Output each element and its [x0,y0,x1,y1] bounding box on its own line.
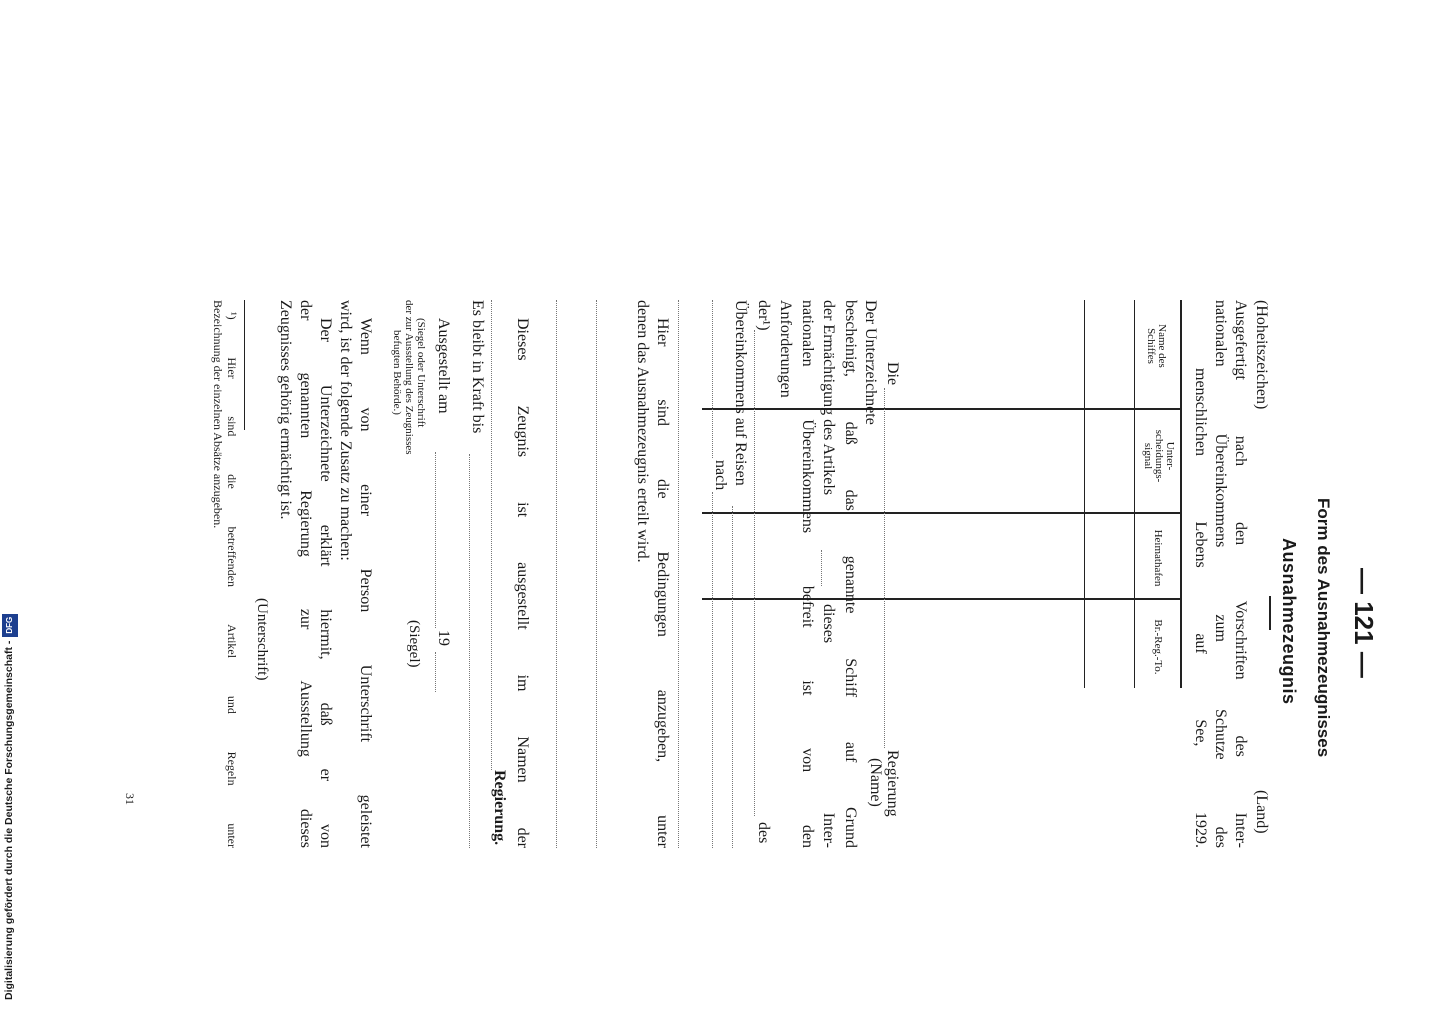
year-fill-line [435,652,436,692]
die-fill-line [884,388,885,748]
regierung-label: Regierung [884,750,901,817]
reisen-label: Übereinkommens auf Reisen [732,300,749,486]
para1-line-3: nationalen Übereinkommens befreit ist von den [799,300,816,848]
table-header-name: Name des Schiffes [1145,324,1168,368]
document-title: Ausnahmezeugnis [1279,538,1299,705]
siegel-oder-line-1: (Siegel oder Unterschrift [415,318,427,428]
wenn-line-2: wird, ist der folgende Zusatz zu machen: [337,300,354,561]
unterz-line-1: Der Unterzeichnete erklärt hiermit, daß er von [317,318,334,848]
margin-page-number: 31 [123,793,137,805]
intro-line-3: menschlichen Lebens auf See, 1929. [1192,368,1209,848]
issued-line: Dieses Zeugnis ist ausgestellt im Namen der [514,318,531,848]
title-rule [1269,596,1271,630]
land-label: (Land) [1253,790,1270,834]
intro-line-1: Ausgefertigt nach den Vorschriften des Inter- [1232,300,1249,848]
intro-line-2: nationalen Übereinkommens zum Schutze des [1212,300,1229,848]
table-header-rule [1134,300,1135,688]
nach-label: nach [712,460,729,491]
table-header-signal: Unter-scheidungs-signal [1142,429,1176,483]
nach-fill-line [712,492,713,848]
siegel-label: (Siegel) [406,620,422,668]
des-label: des [755,822,772,844]
table-col-sep-2 [702,512,1182,514]
siegel-oder-line-2: der zur Ausstellung des Zeugnisses [403,300,415,455]
blank-line-1 [678,300,679,848]
table-header-port: Heimathafen [1152,529,1164,587]
siegel-oder-line-3: befugten Behörde.) [391,330,403,415]
dfg-funding-text: Digitalisierung gefördert durch die Deutsche Forschungsgemeinschaft - [3,640,15,1000]
para1-line-4: Anforderungen [777,300,794,398]
name-label: (Name) [867,758,884,807]
rotated-document-page [45,228,1385,1028]
blank-line-2 [596,300,597,848]
table-col-sep-3 [702,598,1182,600]
in-kraft-label: Es bleibt in Kraft bis [469,300,486,434]
wenn-line-1: Wenn von einer Person Unterschrift geleistet [357,318,374,848]
hoheitszeichen-label: (Hoheitszeichen) [1253,300,1270,410]
table-top-rule [1180,300,1182,688]
in-kraft-fill-line [469,454,470,848]
der-unterzeichnete: Der Unterzeichnete [862,300,879,425]
para1-line-2b: dieses Inter- [820,604,837,848]
dfg-logo: DFG [2,614,18,637]
unterz-line-2: der genannten Regierung zur Ausstellung dieses [297,300,314,848]
regierung-fill-line [491,300,492,770]
table-header-tonnage: Br.-Reg.-To. [1152,619,1164,675]
reisen-fill-line [732,506,733,848]
artikel-fill-line [821,550,822,586]
unterschrift-label: (Unterschrift) [254,598,270,681]
para1-line-1: bescheinigt, daß das genannte Schiff auf Grund [842,300,859,848]
der-footnote-label: der¹) [755,300,772,331]
footnote-line-1: ¹) Hier sind die betreffenden Artikel und Regeln unter [225,312,239,848]
footnote-rule [244,300,245,430]
page-number: — 121 — [1349,568,1379,678]
italic-note-line-1: Hier sind die Bedingungen anzugeben, unter [654,318,671,848]
die-label: Die [884,362,901,386]
italic-note-line-2: denen das Ausnahmezeugnis erteilt wird. [634,300,651,563]
table-col-sep-1 [702,408,1182,410]
der-fill-line [754,330,755,816]
table-bottom-rule [1084,300,1085,688]
year-label: 19 [435,630,452,646]
regierung-end: Regierung. [491,770,508,846]
blank-line-3 [556,300,557,848]
nach-leader [712,300,713,458]
unterz-line-3: Zeugnisses gehörig ermächtigt ist. [277,300,294,520]
ausgestellt-date-line [435,452,436,628]
form-heading: Form des Ausnahmezeugnisses [1314,498,1333,758]
dfg-funding-strip [2,600,16,1000]
footnote-line-2: Bezeichnung der einzelnen Absätze anzugeben. [211,300,225,529]
ausgestellt-am-label [433,318,453,414]
ausgestellt-am-text: Ausgestellt am [435,318,452,414]
para1-line-2a: der Ermächtigung des Artikels [820,300,837,496]
